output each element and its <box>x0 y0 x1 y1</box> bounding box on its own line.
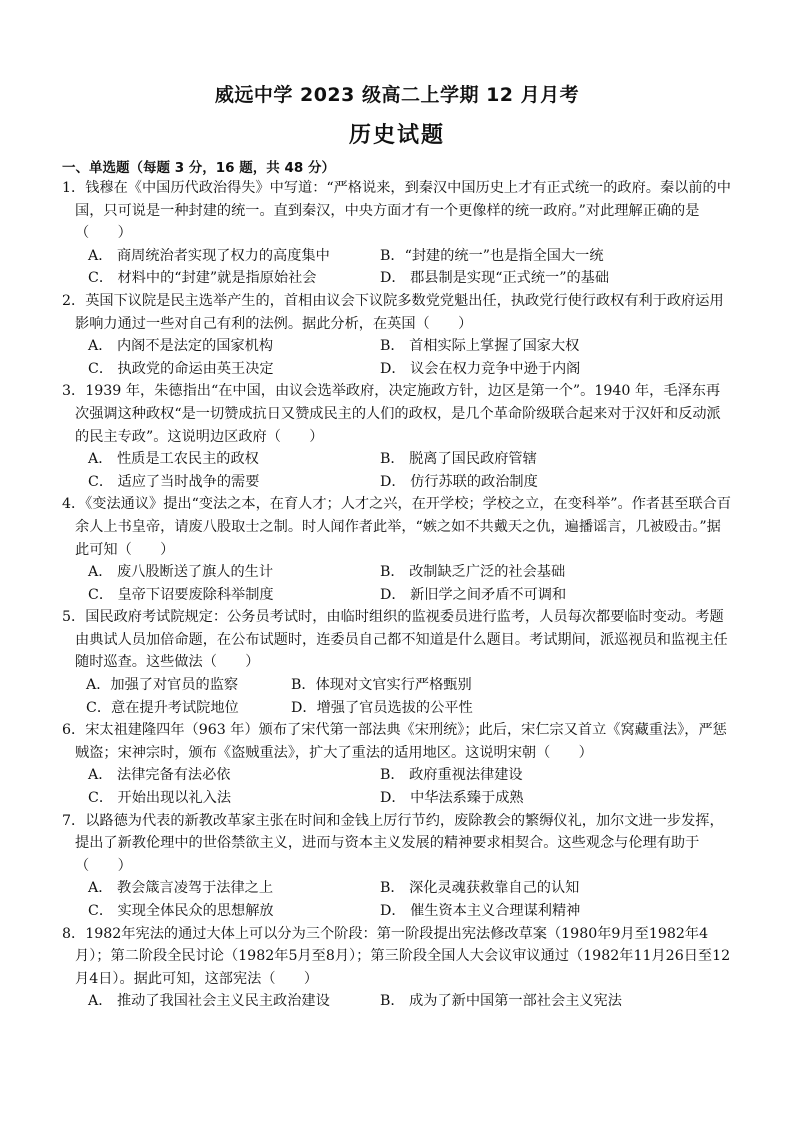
option-c: C． 适应了当时战争的需要 <box>88 473 260 490</box>
option-c: C． 执政党的命运由英王决定 <box>88 360 274 377</box>
option-c: C． 材料中的“封建”就是指原始社会 <box>88 270 317 287</box>
option-b: B． 成为了新中国第一部社会主义宪法 <box>380 993 622 1010</box>
question-stem: 8．1982年宪法的通过大体上可以分为三个阶段：第一阶段提出宪法修改草案（1980年9月至1982年4月）；第二阶段全民讨论（1982年5月至8月）；第三阶段全国人大会议审议通过（1982年11月26日至12月4日）。据此可知，这部宪法（ ） <box>62 925 731 987</box>
question-8 <box>62 923 732 1013</box>
question-6 <box>62 719 732 809</box>
option-a: A． 性质是工农民主的政权 <box>88 451 259 468</box>
option-d: D． 中华法系臻于成熟 <box>380 790 524 807</box>
question-5 <box>62 606 732 719</box>
question-list <box>62 177 732 1013</box>
question-stem: 2．英国下议院是民主选举产生的，首相由议会下议院多数党党魁出任，执政党行使行政权有利于政府运用影响力通过一些对自己有利的法例。据此分析，在英国（ ） <box>62 292 724 332</box>
option-d: D． 议会在权力竞争中逊于内阁 <box>380 360 581 377</box>
option-a: A． 法律完备有法必依 <box>88 767 231 784</box>
question-1 <box>62 177 732 290</box>
option-a: A． 商周统治者实现了权力的高度集中 <box>88 247 330 264</box>
option-b: B．体现对文官实行严格甄别 <box>291 677 472 694</box>
option-b: B． 脱离了国民政府管辖 <box>380 451 537 468</box>
option-d: D． 催生资本主义合理谋利精神 <box>380 903 581 919</box>
option-a: A． 废八股断送了旗人的生计 <box>88 564 274 581</box>
option-a: A． 推动了我国社会主义民主政治建设 <box>88 993 330 1010</box>
question-stem: 4．《变法通议》提出“变法之本，在育人才；人才之兴，在开学校；学校之立，在变科举”。作者甚至联合百余人上书皇帝，请废八股取士之制。时人闻作者此举，“嫉之如不共戴天之仇，遍播谣言，几被殴击。”据此可知（ ） <box>62 496 732 558</box>
question-stem: 3．1939 年，朱德指出“在中国，由议会选举政府，决定施政方针，边区是第一个”。1940 年，毛泽东再次强调这种政权“是一切赞成抗日又赞成民主的人们的政权，是几个革命阶级联合起来对于汉奸和反动派的民主专政”。这说明边区政府（ ） <box>62 383 721 445</box>
option-c: C． 实现全体民众的思想解放 <box>88 903 274 919</box>
option-b: B． 深化灵魂获救靠自己的认知 <box>380 880 580 897</box>
option-d: D． 新旧学之间矛盾不可调和 <box>380 586 567 603</box>
exam-title: 威远中学 2023 级高二上学期 12 月月考 <box>214 84 580 106</box>
question-stem: 7．以路德为代表的新教改革家主张在时间和金钱上厉行节约，废除教会的繁缛仪礼，加尔文进一步发挥，提出了新教伦理中的世俗禁欲主义，进而与资本主义发展的精神要求相契合。这些观念与伦理有助于（ ） <box>62 812 724 874</box>
option-b: B． 政府重视法律建设 <box>380 767 523 784</box>
section-heading: 一、单选题（每题 3 分，16 题，共 48 分） <box>62 160 335 176</box>
question-4 <box>62 493 732 606</box>
question-stem: 1．钱穆在《中国历代政治得失》中写道：“严格说来，到秦汉中国历史上才有正式统一的政府。秦以前的中国，只可说是一种封建的统一。直到秦汉，中央方面才有一个更像样的统一政府。”对此理解正确的是（ ） <box>62 180 731 242</box>
option-b: B．“封建的统一”也是指全国大一统 <box>380 247 604 264</box>
question-stem: 6．宋太祖建隆四年（963 年）颁布了宋代第一部法典《宋刑统》；此后，宋仁宗又首立《窝藏重法》，严惩贼盗；宋神宗时，颁布《盗贼重法》，扩大了重法的适用地区。这说明宋朝（ ） <box>62 722 727 761</box>
option-c: C．意在提升考试院地位 <box>86 699 239 716</box>
exam-subject: 历史试题 <box>348 123 445 148</box>
option-a: A．加强了对官员的监察 <box>86 677 239 694</box>
question-2 <box>62 290 732 380</box>
question-stem: 5．国民政府考试院规定：公务员考试时，由临时组织的监视委员进行监考，人员每次都要临时变动。考题由典试人员加倍命题，在公布试题时，连委员自己都不知道是什么题目。考试期间，派巡视员和监视主任随时巡查。这些做法（ ） <box>62 609 728 671</box>
option-c: C． 开始出现以礼入法 <box>88 790 232 807</box>
question-3 <box>62 380 732 493</box>
option-d: D． 仿行苏联的政治制度 <box>380 473 538 490</box>
option-a: A． 教会箴言凌驾于法律之上 <box>88 880 274 897</box>
option-d: D．增强了官员选拔的公平性 <box>291 699 473 716</box>
option-d: D． 郡县制是实现“正式统一”的基础 <box>380 270 610 287</box>
option-c: C． 皇帝下诏要废除科举制度 <box>88 586 274 603</box>
option-b: B． 首相实际上掌握了国家大权 <box>380 338 580 355</box>
option-a: A． 内阁不是法定的国家机构 <box>88 338 274 355</box>
option-b: B． 改制缺乏广泛的社会基础 <box>380 564 566 581</box>
question-7 <box>62 810 732 923</box>
